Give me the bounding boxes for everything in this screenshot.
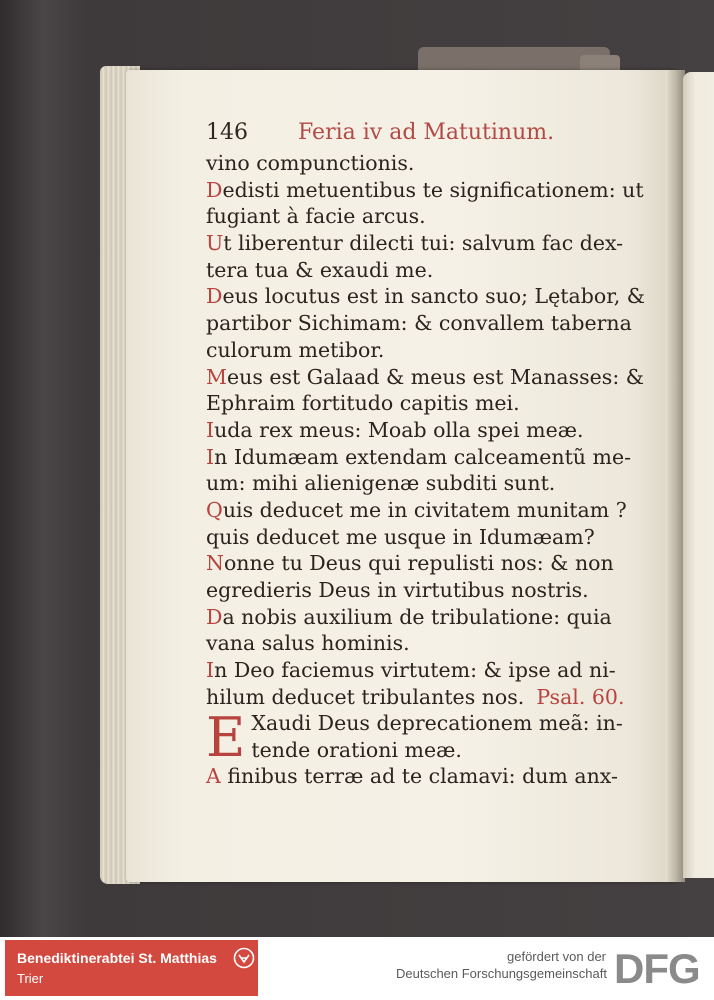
verse-line (206, 364, 646, 391)
verse-text: fugiant à facie arcus. (206, 204, 426, 229)
rubric-initial: D (206, 604, 223, 629)
verse-line (206, 604, 646, 631)
verse-line: Xaudi Deus deprecationem meã: in- (251, 711, 623, 736)
verse-line (206, 230, 646, 257)
running-head: Feria iv ad Matutinum. (298, 120, 555, 145)
verse-line: tende orationi meæ. (251, 737, 462, 762)
rubric-initial: M (206, 364, 227, 389)
verse-line (206, 763, 646, 790)
drop-cap-e: E (206, 706, 246, 770)
verse-text: Ephraim fortitudo capitis mei. (206, 391, 520, 416)
verse-line (206, 177, 646, 204)
institution-name: Benediktinerabtei St. Matthias (17, 950, 217, 966)
verse-text: uis deducet me in civitatem munitam ? (222, 497, 627, 522)
verse-line (206, 417, 646, 444)
verse-line (206, 630, 646, 657)
funding-note: gefördert von der (507, 949, 607, 964)
verse-text: uda rex meus: Moab olla spei meæ. (214, 417, 584, 442)
verse-lines (206, 150, 646, 710)
rubric-initial: D (206, 284, 223, 309)
verse-text: onne tu Deus qui repulisti nos: & non (223, 551, 614, 576)
rubric-initial: I (206, 444, 215, 469)
psalm-initial-block (206, 706, 646, 770)
verse-line (206, 310, 646, 337)
rubric-initial: D (206, 177, 223, 202)
verse-text: partibor Sichimam: & convallem taberna (206, 311, 632, 336)
verse-text: egredieris Deus in virtutibus nostris. (206, 578, 589, 602)
verse-line (206, 150, 646, 177)
verse-text: eus est Galaad & meus est Manasses: & (227, 364, 644, 389)
verse-line (206, 577, 646, 604)
rubric-initial: A (206, 764, 221, 789)
verse-text: vana salus hominis. (206, 631, 410, 656)
funder-name: Deutschen Forschungsgemeinschaft (395, 966, 607, 981)
rubric-initial: I (206, 658, 215, 683)
right-page-edge (683, 72, 714, 878)
verse-text: n Idumæam extendam calceamentũ me- (214, 444, 632, 469)
verse-text: vino compunctionis. (206, 151, 415, 175)
verse-text: edisti metuentibus te significationem: ut (222, 177, 644, 202)
rubric-initial: Q (206, 497, 223, 522)
verse-line (206, 444, 646, 471)
verse-text: um: mihi alienigenæ subditi sunt. (206, 471, 556, 496)
verse-line (206, 337, 646, 364)
verse-text: eus locutus est in sancto suo; Lętabor, & (222, 284, 646, 309)
verse-text: a nobis auxilium de tribulatione: quia (222, 604, 612, 629)
page-number: 146 (206, 120, 248, 145)
institution-city: Trier (17, 971, 44, 986)
footer-bar (0, 937, 714, 1000)
verse-text: quis deducet me usque in Idumæam? (206, 524, 595, 549)
page-text (206, 118, 646, 790)
verse-line (206, 684, 646, 711)
page-header (206, 118, 646, 150)
verse-line (206, 550, 646, 577)
dfg-logo[interactable]: DFG (614, 945, 700, 992)
psalm-reference: Psal. 60. (536, 684, 625, 709)
verse-line (206, 257, 646, 284)
verse-text: culorum metibor. (206, 337, 385, 362)
verse-text: finibus terræ ad te clamavi: dum anx- (220, 764, 618, 789)
verse-line (206, 497, 646, 524)
institution-banner[interactable] (5, 940, 258, 996)
verse-line (206, 390, 646, 417)
rubric-initial: U (206, 231, 224, 256)
verse-line (206, 657, 646, 684)
verse-text: t liberentur dilecti tui: salvum fac dex- (223, 231, 624, 256)
verse-line (206, 524, 646, 551)
verse-line (206, 470, 646, 497)
verse-text: n Deo faciemus virtutem: & ipse ad ni- (214, 658, 616, 683)
verse-text: tera tua & exaudi me. (206, 257, 434, 282)
rubric-initial: I (206, 417, 215, 442)
verse-line (206, 203, 646, 230)
verse-text: hilum deducet tribulantes nos. (206, 684, 525, 709)
book-gutter (665, 70, 685, 882)
abbey-logo-icon (233, 947, 255, 969)
verse-line (206, 283, 646, 310)
rubric-initial: N (206, 551, 224, 576)
